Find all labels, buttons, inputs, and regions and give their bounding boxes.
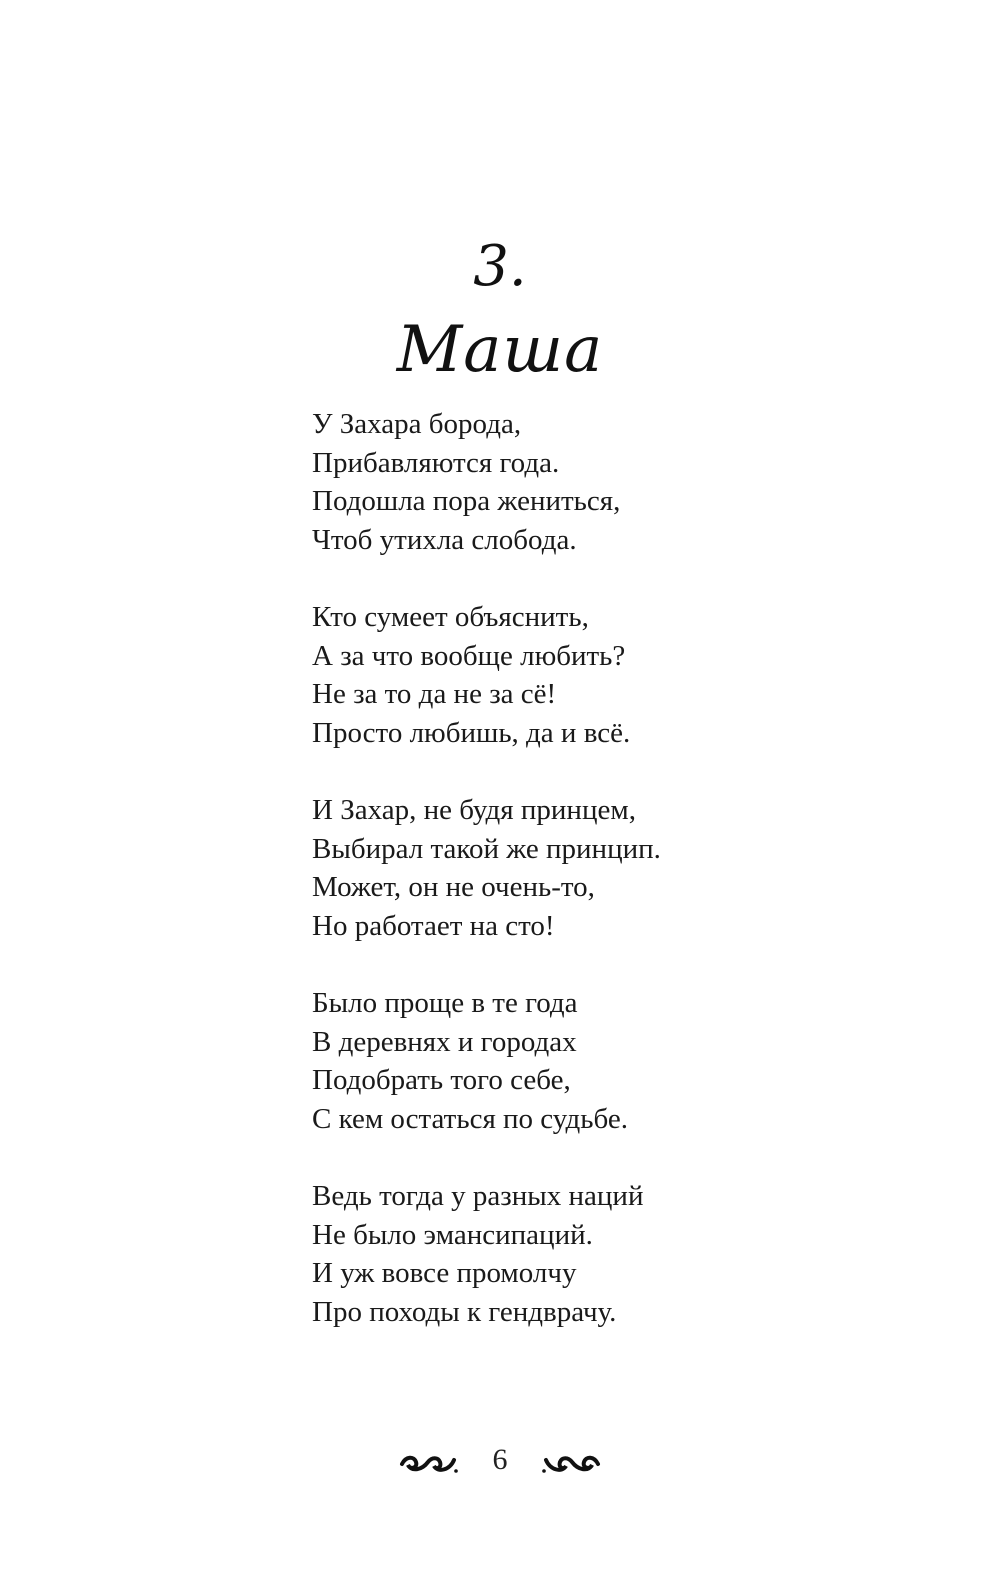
- poem-line: Чтоб утихла слобода.: [312, 523, 577, 556]
- poem-line: Про походы к гендврачу.: [312, 1295, 617, 1328]
- page-number: 6: [492, 1443, 508, 1476]
- poem-line: Может, он не очень-то,: [312, 871, 595, 903]
- stanza-2: [312, 598, 872, 752]
- chapter-title: Маша: [396, 313, 604, 387]
- stanza-5: [312, 1177, 872, 1331]
- poem-line: Не было эмансипаций.: [312, 1218, 593, 1251]
- poem-line: Просто любишь, да и всё.: [312, 716, 631, 749]
- stanza-1: [312, 405, 872, 559]
- poem-line: Не за то да не за сё!: [312, 678, 557, 710]
- poem-line: Было проще в те года: [312, 987, 578, 1019]
- page-footer: [0, 1440, 1000, 1500]
- poem-line: Прибавляются года.: [312, 446, 560, 479]
- stanza-4: [312, 984, 872, 1138]
- poem-line: А за что вообще любить?: [312, 639, 626, 672]
- poem-line: Но работает на сто!: [312, 909, 555, 942]
- poem-line: Выбирал такой же принцип.: [312, 832, 661, 865]
- poem-line: Подобрать того себе,: [312, 1064, 571, 1096]
- poem-line: Кто сумеет объяснить,: [312, 601, 589, 633]
- poem-line: С кем остаться по судьбе.: [312, 1102, 628, 1135]
- poem-line: У Захара борода,: [312, 408, 522, 440]
- chapter-number: 3.: [473, 234, 527, 299]
- poem-line: В деревнях и городах: [312, 1025, 577, 1058]
- poem-line: И уж вовсе промолчу: [312, 1257, 577, 1289]
- footer-ornament-group: [398, 1440, 602, 1480]
- poem-line: Ведь тогда у разных наций: [312, 1180, 644, 1212]
- poem-line: Подошла пора жениться,: [312, 485, 621, 517]
- poem-line: И Захар, не будя принцем,: [312, 794, 636, 826]
- stanza-3: [312, 791, 872, 945]
- flourish-left-icon: [398, 1444, 462, 1476]
- poem: [312, 405, 872, 1370]
- flourish-right-icon: [538, 1444, 602, 1476]
